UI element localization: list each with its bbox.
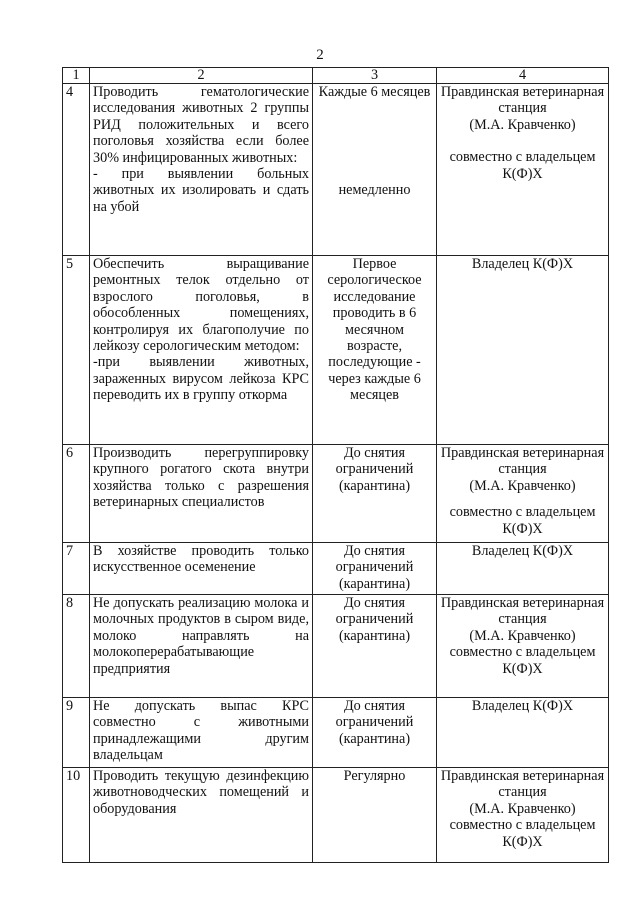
term-text: До снятия ограничений (карантина) bbox=[335, 543, 414, 592]
responsible-text: Владелец К(Ф)Х bbox=[471, 698, 574, 714]
responsible-text: Правдинская ветеринарная станция bbox=[440, 84, 605, 117]
action-cell bbox=[90, 84, 313, 256]
table-row bbox=[63, 595, 609, 698]
action-subtext: - при выявлении больных животных их изолировать и сдать на убой bbox=[93, 166, 309, 215]
table-row bbox=[63, 445, 609, 543]
term-text: Регулярно bbox=[343, 768, 406, 784]
table-row bbox=[63, 84, 609, 256]
responsible-cell bbox=[437, 445, 609, 543]
responsible-text: Владелец К(Ф)Х bbox=[471, 256, 574, 272]
row-number: 6 bbox=[63, 445, 90, 543]
action-text: Проводить гематологические исследования животных 2 группы РИД положительных и всего поголовья хозяйства если более 30% инфицированных животных: bbox=[93, 84, 309, 166]
term-cell bbox=[313, 543, 437, 595]
row-number: 7 bbox=[63, 543, 90, 595]
term-text: До снятия ограничений (карантина) bbox=[335, 445, 414, 494]
responsible-subtext: совместно с владельцем К(Ф)Х bbox=[449, 149, 596, 182]
action-text: Обеспечить выращивание ремонтных телок отдельно от взрослого поголовья, в обособленных помещениях, контролируя их благополучие по лейкозу серологическим методом: bbox=[93, 256, 309, 355]
action-cell bbox=[90, 256, 313, 445]
action-cell bbox=[90, 698, 313, 768]
term-cell bbox=[313, 595, 437, 698]
responsible-cell bbox=[437, 543, 609, 595]
term-cell bbox=[313, 84, 437, 256]
column-header: 1 bbox=[63, 68, 90, 84]
column-header: 2 bbox=[90, 68, 313, 84]
row-number: 4 bbox=[63, 84, 90, 256]
action-text: Производить перегруппировку крупного рогатого скота внутри хозяйства только с разрешения ветеринарных специалистов bbox=[93, 445, 309, 511]
responsible-text: Правдинская ветеринарная станция bbox=[440, 445, 605, 478]
responsible-text: совместно с владельцем К(Ф)Х bbox=[449, 644, 596, 677]
row-number: 5 bbox=[63, 256, 90, 445]
responsible-subtext: совместно с владельцем К(Ф)Х bbox=[449, 504, 596, 537]
row-number: 9 bbox=[63, 698, 90, 768]
responsible-cell bbox=[437, 84, 609, 256]
term-text: Каждые 6 месяцев bbox=[318, 84, 431, 100]
action-cell bbox=[90, 595, 313, 698]
term-text: Первое серологическое исследование проводить в 6 месячном возрасте, последующие - через каждые 6 месяцев bbox=[327, 256, 422, 404]
term-text: До снятия ограничений (карантина) bbox=[335, 595, 414, 644]
responsible-text: (М.А. Кравченко) bbox=[469, 800, 576, 817]
responsible-text: (М.А. Кравченко) bbox=[469, 627, 576, 644]
responsible-text: Правдинская ветеринарная станция bbox=[440, 595, 605, 628]
page-number: 2 bbox=[316, 47, 324, 63]
action-subtext: -при выявлении животных, зараженных вирусом лейкоза КРС переводить их в группу откорма bbox=[93, 354, 309, 404]
term-cell bbox=[313, 768, 437, 863]
term-cell bbox=[313, 445, 437, 543]
table-row bbox=[63, 256, 609, 445]
responsible-text: совместно с владельцем К(Ф)Х bbox=[449, 817, 596, 850]
term-subtext: немедленно bbox=[338, 182, 411, 199]
action-cell bbox=[90, 543, 313, 595]
action-cell bbox=[90, 768, 313, 863]
table-row bbox=[63, 698, 609, 768]
term-text: До снятия ограничений (карантина) bbox=[335, 698, 414, 747]
responsible-cell bbox=[437, 768, 609, 863]
table-header-row bbox=[63, 68, 609, 84]
action-text: В хозяйстве проводить только искусственное осеменение bbox=[93, 543, 309, 576]
measures-table bbox=[62, 67, 609, 863]
action-text: Не допускать реализацию молока и молочных продуктов в сыром виде, молоко направлять на молокоперерабатывающие предприятия bbox=[93, 595, 309, 677]
responsible-cell bbox=[437, 698, 609, 768]
action-text: Проводить текущую дезинфекцию животноводческих помещений и оборудования bbox=[93, 768, 309, 817]
responsible-text: Владелец К(Ф)Х bbox=[471, 543, 574, 559]
action-text: Не допускать выпас КРС совместно с животными принадлежащими другим владельцам bbox=[93, 698, 309, 764]
row-number: 8 bbox=[63, 595, 90, 698]
term-cell bbox=[313, 698, 437, 768]
responsible-text: Правдинская ветеринарная станция bbox=[440, 768, 605, 801]
term-cell bbox=[313, 256, 437, 445]
action-cell bbox=[90, 445, 313, 543]
responsible-text: (М.А. Кравченко) bbox=[469, 477, 576, 494]
row-number: 10 bbox=[63, 768, 90, 863]
responsible-cell bbox=[437, 256, 609, 445]
column-header: 4 bbox=[437, 68, 609, 84]
column-header: 3 bbox=[313, 68, 437, 84]
responsible-cell bbox=[437, 595, 609, 698]
table-row bbox=[63, 768, 609, 863]
table-row bbox=[63, 543, 609, 595]
responsible-text: (М.А. Кравченко) bbox=[469, 116, 576, 133]
